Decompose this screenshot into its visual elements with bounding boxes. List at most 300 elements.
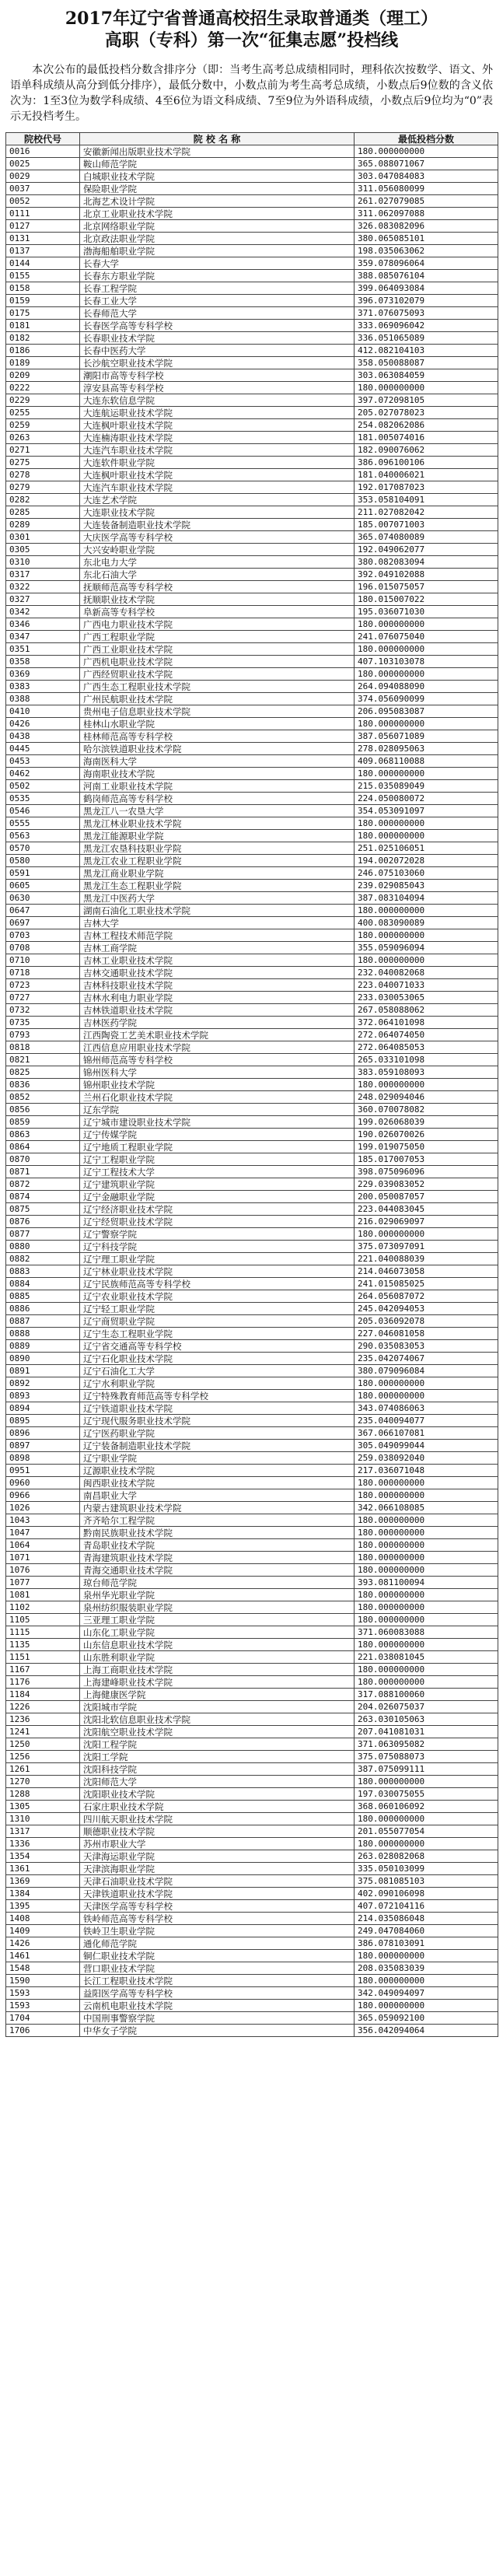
cell-code: 0884 <box>6 1278 80 1290</box>
table-row <box>6 855 498 867</box>
cell-name: 山东化工职业学院 <box>80 1626 355 1639</box>
cell-name: 辽宁建筑职业学院 <box>80 1178 355 1191</box>
cell-code: 1704 <box>6 2012 80 2025</box>
table-row <box>6 905 498 917</box>
cell-score: 367.066107081 <box>355 1427 498 1440</box>
table-row <box>6 1191 498 1203</box>
cell-code: 1081 <box>6 1589 80 1601</box>
cell-code: 1336 <box>6 1838 80 1850</box>
cell-score: 333.069096042 <box>355 320 498 332</box>
table-row <box>6 1701 498 1713</box>
cell-score: 263.028082068 <box>355 1850 498 1863</box>
table-row <box>6 1340 498 1353</box>
cell-name: 辽宁民族师范高等专科学校 <box>80 1278 355 1290</box>
cell-code: 0697 <box>6 917 80 929</box>
cell-score: 180.000000000 <box>355 1527 498 1539</box>
cell-code: 0893 <box>6 1390 80 1402</box>
cell-score: 198.035063062 <box>355 245 498 257</box>
cell-code: 1026 <box>6 1502 80 1514</box>
cell-code: 1310 <box>6 1813 80 1825</box>
cell-name: 鞍山师范学院 <box>80 158 355 170</box>
cell-score: 239.029085043 <box>355 880 498 892</box>
cell-code: 0502 <box>6 780 80 793</box>
cell-score: 223.040071033 <box>355 979 498 992</box>
cell-score: 180.000000000 <box>355 1489 498 1502</box>
cell-code: 0872 <box>6 1178 80 1191</box>
table-row <box>6 1265 498 1278</box>
cell-code: 0555 <box>6 817 80 830</box>
cell-name: 黑龙江农垦科技职业学院 <box>80 842 355 855</box>
cell-code: 0859 <box>6 1116 80 1129</box>
cell-score: 409.068110088 <box>355 755 498 768</box>
table-row <box>6 817 498 830</box>
cell-code: 0896 <box>6 1427 80 1440</box>
cell-score: 180.000000000 <box>355 1601 498 1614</box>
cell-code: 1077 <box>6 1577 80 1589</box>
cell-score: 227.046081058 <box>355 1328 498 1340</box>
table-row <box>6 481 498 494</box>
table-row <box>6 506 498 519</box>
cell-name: 上海健康医学院 <box>80 1689 355 1701</box>
cell-name: 辽宁理工职业学院 <box>80 1253 355 1265</box>
cell-score: 335.050103099 <box>355 1863 498 1875</box>
cell-name: 北京工业职业技术学院 <box>80 208 355 220</box>
cell-score: 336.051065089 <box>355 332 498 345</box>
cell-score: 180.000000000 <box>355 830 498 842</box>
cell-score: 180.000000000 <box>355 1813 498 1825</box>
cell-code: 0887 <box>6 1315 80 1328</box>
cell-score: 407.072104116 <box>355 1900 498 1913</box>
cell-code: 0856 <box>6 1104 80 1116</box>
table-row <box>6 967 498 979</box>
table-row <box>6 544 498 556</box>
cell-score: 380.079096084 <box>355 1365 498 1377</box>
cell-name: 辽宁金融职业学院 <box>80 1191 355 1203</box>
cell-name: 黑龙江农业工程职业学院 <box>80 855 355 867</box>
table-row <box>6 369 498 382</box>
cell-score: 235.042074067 <box>355 1353 498 1365</box>
cell-score: 354.053091097 <box>355 805 498 817</box>
cell-code: 1270 <box>6 1776 80 1788</box>
cell-name: 黑龙江八一农垦大学 <box>80 805 355 817</box>
cell-score: 374.056090099 <box>355 693 498 705</box>
cell-code: 0255 <box>6 407 80 419</box>
cell-score: 290.035083053 <box>355 1340 498 1353</box>
cell-code: 0605 <box>6 880 80 892</box>
cell-code: 0209 <box>6 369 80 382</box>
cell-score: 397.072098105 <box>355 394 498 407</box>
cell-score: 180.000000000 <box>355 929 498 942</box>
cell-code: 0189 <box>6 357 80 369</box>
cell-score: 249.047084060 <box>355 1925 498 1937</box>
cell-code: 0263 <box>6 432 80 444</box>
cell-code: 0462 <box>6 768 80 780</box>
cell-code: 0159 <box>6 295 80 307</box>
cell-code: 0388 <box>6 693 80 705</box>
cell-name: 沈阳科技学院 <box>80 1763 355 1776</box>
cell-code: 1135 <box>6 1639 80 1651</box>
cell-code: 0580 <box>6 855 80 867</box>
cell-code: 0891 <box>6 1365 80 1377</box>
table-row <box>6 1751 498 1763</box>
cell-code: 1426 <box>6 1937 80 1950</box>
cell-score: 180.000000000 <box>355 1477 498 1489</box>
table-row <box>6 556 498 569</box>
cell-score: 180.000000000 <box>355 1950 498 1962</box>
cell-code: 1256 <box>6 1751 80 1763</box>
cell-code: 0877 <box>6 1228 80 1241</box>
cell-score: 217.036071048 <box>355 1465 498 1477</box>
cell-name: 内蒙古建筑职业技术学院 <box>80 1502 355 1514</box>
cell-code: 0889 <box>6 1340 80 1353</box>
cell-code: 0874 <box>6 1191 80 1203</box>
intro-paragraph <box>10 62 493 124</box>
cell-name: 沈阳工程学院 <box>80 1738 355 1751</box>
cell-score: 192.049062077 <box>355 544 498 556</box>
table-row <box>6 1713 498 1726</box>
table-row <box>6 1079 498 1091</box>
cell-code: 0864 <box>6 1141 80 1153</box>
cell-score: 388.085076104 <box>355 270 498 282</box>
table-row <box>6 1004 498 1017</box>
cell-score: 359.078096064 <box>355 257 498 270</box>
cell-code: 0289 <box>6 519 80 531</box>
cell-score: 204.026075037 <box>355 1701 498 1713</box>
cell-name: 北京网络职业学院 <box>80 220 355 233</box>
table-row <box>6 1502 498 1514</box>
cell-code: 1288 <box>6 1788 80 1801</box>
cell-code: 0818 <box>6 1041 80 1054</box>
cell-score: 342.066108085 <box>355 1502 498 1514</box>
cell-code: 1167 <box>6 1664 80 1676</box>
cell-score: 387.075099111 <box>355 1763 498 1776</box>
cell-code: 1409 <box>6 1925 80 1937</box>
cell-code: 0630 <box>6 892 80 905</box>
cell-code: 1105 <box>6 1614 80 1626</box>
cell-code: 1548 <box>6 1962 80 1975</box>
cell-score: 180.015007022 <box>355 593 498 606</box>
cell-score: 326.083082096 <box>355 220 498 233</box>
cell-code: 0347 <box>6 631 80 643</box>
table-row <box>6 1377 498 1390</box>
cell-score: 208.035083039 <box>355 1962 498 1975</box>
table-row <box>6 631 498 643</box>
cell-name: 四川航天职业技术学院 <box>80 1813 355 1825</box>
cell-code: 0870 <box>6 1153 80 1166</box>
cell-code: 0222 <box>6 382 80 394</box>
table-row <box>6 1639 498 1651</box>
cell-score: 248.029094046 <box>355 1091 498 1104</box>
cell-name: 大连职业技术学院 <box>80 506 355 519</box>
cell-score: 180.000000000 <box>355 1539 498 1552</box>
cell-score: 215.035089049 <box>355 780 498 793</box>
cell-code: 0825 <box>6 1066 80 1079</box>
cell-name: 辽源职业技术学院 <box>80 1465 355 1477</box>
table-row <box>6 1315 498 1328</box>
cell-code: 1047 <box>6 1527 80 1539</box>
cell-code: 1305 <box>6 1801 80 1813</box>
table-row <box>6 1601 498 1614</box>
table-row <box>6 942 498 954</box>
cell-code: 0890 <box>6 1353 80 1365</box>
cell-name: 吉林铁道职业技术学院 <box>80 1004 355 1017</box>
cell-score: 305.049099044 <box>355 1440 498 1452</box>
cell-name: 辽宁商贸职业学院 <box>80 1315 355 1328</box>
cell-name: 锦州师范高等专科学校 <box>80 1054 355 1066</box>
cell-name: 黑龙江生态工程职业学院 <box>80 880 355 892</box>
table-row <box>6 1614 498 1626</box>
cell-name: 大兴安岭职业学院 <box>80 544 355 556</box>
cell-name: 辽宁现代服务职业技术学院 <box>80 1415 355 1427</box>
cell-code: 0732 <box>6 1004 80 1017</box>
table-row <box>6 1129 498 1141</box>
cell-score: 235.040094077 <box>355 1415 498 1427</box>
cell-score: 402.090106098 <box>355 1888 498 1900</box>
cell-code: 0836 <box>6 1079 80 1091</box>
cell-name: 三亚理工职业学院 <box>80 1614 355 1626</box>
cell-name: 锦州医科大学 <box>80 1066 355 1079</box>
cell-name: 辽宁经贸职业技术学院 <box>80 1216 355 1228</box>
cell-score: 365.088071067 <box>355 158 498 170</box>
cell-name: 吉林交通职业技术学院 <box>80 967 355 979</box>
table-row <box>6 1328 498 1340</box>
cell-code: 0546 <box>6 805 80 817</box>
cell-name: 辽宁石化职业技术学院 <box>80 1353 355 1365</box>
cell-name: 大连航运职业技术学院 <box>80 407 355 419</box>
table-row <box>6 1838 498 1850</box>
cell-code: 0310 <box>6 556 80 569</box>
table-row <box>6 295 498 307</box>
cell-score: 375.081085103 <box>355 1875 498 1888</box>
cell-score: 342.049094097 <box>355 1987 498 2000</box>
table-row <box>6 705 498 718</box>
cell-name: 海南医科大学 <box>80 755 355 768</box>
cell-name: 长江工程职业技术学院 <box>80 1975 355 1987</box>
table-row <box>6 307 498 320</box>
cell-score: 180.000000000 <box>355 668 498 681</box>
table-row <box>6 618 498 631</box>
table-row <box>6 1962 498 1975</box>
table-row <box>6 1676 498 1689</box>
cell-score: 180.000000000 <box>355 1390 498 1402</box>
cell-name: 潮阳市高等专科学校 <box>80 369 355 382</box>
cell-name: 黑龙江中医药大学 <box>80 892 355 905</box>
table-row <box>6 519 498 531</box>
table-row <box>6 457 498 469</box>
cell-score: 265.033101098 <box>355 1054 498 1066</box>
cell-score: 221.040088039 <box>355 1253 498 1265</box>
cell-name: 抚顺师范高等专科学校 <box>80 581 355 593</box>
cell-name: 沈阳北软信息职业技术学院 <box>80 1713 355 1726</box>
table-body <box>6 145 498 2037</box>
title-line-1: 2017年辽宁省普通高校招生录取普通类（理工） <box>65 9 438 29</box>
cell-code: 0718 <box>6 967 80 979</box>
table-row <box>6 1925 498 1937</box>
cell-code: 0880 <box>6 1241 80 1253</box>
cell-code: 0301 <box>6 531 80 544</box>
cell-name: 大庆医学高等专科学校 <box>80 531 355 544</box>
cell-score: 365.074080089 <box>355 531 498 544</box>
cell-name: 青岛职业技术学院 <box>80 1539 355 1552</box>
table-row <box>6 1900 498 1913</box>
cell-code: 0029 <box>6 170 80 183</box>
cell-name: 吉林医药学院 <box>80 1017 355 1029</box>
table-row <box>6 1913 498 1925</box>
table-row <box>6 444 498 457</box>
cell-name: 长春工程学院 <box>80 282 355 295</box>
cell-score: 261.027079085 <box>355 195 498 208</box>
cell-score: 407.103103078 <box>355 656 498 668</box>
cell-name: 辽宁轻工职业学院 <box>80 1303 355 1315</box>
cell-code: 0888 <box>6 1328 80 1340</box>
table-row <box>6 1514 498 1527</box>
table-row <box>6 469 498 481</box>
cell-code: 0951 <box>6 1465 80 1477</box>
cell-code: 1241 <box>6 1726 80 1738</box>
cell-code: 0279 <box>6 481 80 494</box>
table-row <box>6 1241 498 1253</box>
table-row <box>6 158 498 170</box>
cell-code: 1593 <box>6 2000 80 2012</box>
cell-name: 中华女子学院 <box>80 2025 355 2037</box>
table-row <box>6 681 498 693</box>
table-row <box>6 332 498 345</box>
cell-code: 0275 <box>6 457 80 469</box>
table-row <box>6 1153 498 1166</box>
table-row <box>6 1402 498 1415</box>
cell-name: 益阳医学高等专科学校 <box>80 1987 355 2000</box>
cell-score: 399.064093084 <box>355 282 498 295</box>
cell-name: 吉林科技职业技术学院 <box>80 979 355 992</box>
table-row <box>6 2000 498 2012</box>
cell-score: 192.017087023 <box>355 481 498 494</box>
cell-code: 1236 <box>6 1713 80 1726</box>
cell-code: 0259 <box>6 419 80 432</box>
cell-code: 0346 <box>6 618 80 631</box>
table-row <box>6 183 498 195</box>
cell-name: 北京政法职业学院 <box>80 233 355 245</box>
cell-score: 272.064074050 <box>355 1029 498 1041</box>
table-row <box>6 693 498 705</box>
table-row <box>6 407 498 419</box>
cell-score: 263.030105063 <box>355 1713 498 1726</box>
cell-name: 吉林工商学院 <box>80 942 355 954</box>
table-row <box>6 1166 498 1178</box>
cell-score: 259.038092040 <box>355 1452 498 1465</box>
cell-score: 180.000000000 <box>355 954 498 967</box>
table-row <box>6 2012 498 2025</box>
table-row <box>6 1564 498 1577</box>
cell-name: 辽宁职业学院 <box>80 1452 355 1465</box>
cell-name: 鹤岗师范高等专科学校 <box>80 793 355 805</box>
cell-score: 180.000000000 <box>355 1564 498 1577</box>
table-row <box>6 1825 498 1838</box>
cell-code: 0735 <box>6 1017 80 1029</box>
cell-score: 185.017007053 <box>355 1153 498 1166</box>
table-row <box>6 357 498 369</box>
cell-name: 天津滨海职业学院 <box>80 1863 355 1875</box>
cell-code: 0876 <box>6 1216 80 1228</box>
table-row <box>6 345 498 357</box>
cell-code: 0127 <box>6 220 80 233</box>
cell-code: 0369 <box>6 668 80 681</box>
cell-name: 闽西职业技术学院 <box>80 1477 355 1489</box>
table-row <box>6 1290 498 1303</box>
cell-score: 386.078103091 <box>355 1937 498 1950</box>
table-row <box>6 282 498 295</box>
cell-score: 241.076075040 <box>355 631 498 643</box>
cell-name: 大连软件职业学院 <box>80 457 355 469</box>
cell-name: 长春职业技术学院 <box>80 332 355 345</box>
cell-name: 顺德职业技术学院 <box>80 1825 355 1838</box>
table-row <box>6 1577 498 1589</box>
cell-code: 0383 <box>6 681 80 693</box>
cell-score: 224.050080072 <box>355 793 498 805</box>
table-row <box>6 1950 498 1962</box>
cell-name: 辽宁医药职业学院 <box>80 1427 355 1440</box>
cell-code: 0037 <box>6 183 80 195</box>
table-row <box>6 929 498 942</box>
cell-code: 0144 <box>6 257 80 270</box>
table-row <box>6 743 498 755</box>
cell-name: 东北电力大学 <box>80 556 355 569</box>
cell-code: 0821 <box>6 1054 80 1066</box>
cell-code: 0175 <box>6 307 80 320</box>
cell-code: 0426 <box>6 718 80 730</box>
cell-score: 386.096100106 <box>355 457 498 469</box>
table-row <box>6 1987 498 2000</box>
cell-score: 181.005074016 <box>355 432 498 444</box>
cell-name: 阜新高等专科学校 <box>80 606 355 618</box>
cell-name: 北海艺术设计学院 <box>80 195 355 208</box>
cell-score: 180.000000000 <box>355 1377 498 1390</box>
cell-name: 沈阳工学院 <box>80 1751 355 1763</box>
cell-code: 0131 <box>6 233 80 245</box>
cell-name: 苏州市职业大学 <box>80 1838 355 1850</box>
table-row <box>6 419 498 432</box>
cell-code: 0563 <box>6 830 80 842</box>
cell-score: 180.000000000 <box>355 1514 498 1527</box>
table-row <box>6 270 498 282</box>
table-row <box>6 1813 498 1825</box>
cell-code: 0271 <box>6 444 80 457</box>
cell-score: 180.000000000 <box>355 1975 498 1987</box>
cell-name: 辽宁工程技术大学 <box>80 1166 355 1178</box>
cell-code: 1590 <box>6 1975 80 1987</box>
table-row <box>6 780 498 793</box>
table-row <box>6 320 498 332</box>
table-row <box>6 656 498 668</box>
cell-code: 1593 <box>6 1987 80 2000</box>
cell-code: 0960 <box>6 1477 80 1489</box>
table-row <box>6 1527 498 1539</box>
cell-code: 0453 <box>6 755 80 768</box>
table-row <box>6 1689 498 1701</box>
cell-code: 0883 <box>6 1265 80 1278</box>
table-row <box>6 1888 498 1900</box>
cell-name: 黑龙江林业职业技术学院 <box>80 817 355 830</box>
table-row <box>6 1465 498 1477</box>
cell-name: 辽宁经济职业技术学院 <box>80 1203 355 1216</box>
cell-score: 180.000000000 <box>355 1079 498 1091</box>
cell-code: 1102 <box>6 1601 80 1614</box>
cell-code: 0966 <box>6 1489 80 1502</box>
page-title <box>5 8 498 51</box>
cell-score: 355.059096094 <box>355 942 498 954</box>
cell-score: 181.040006021 <box>355 469 498 481</box>
cell-name: 桂林山水职业学院 <box>80 718 355 730</box>
cell-name: 东北石油大学 <box>80 569 355 581</box>
